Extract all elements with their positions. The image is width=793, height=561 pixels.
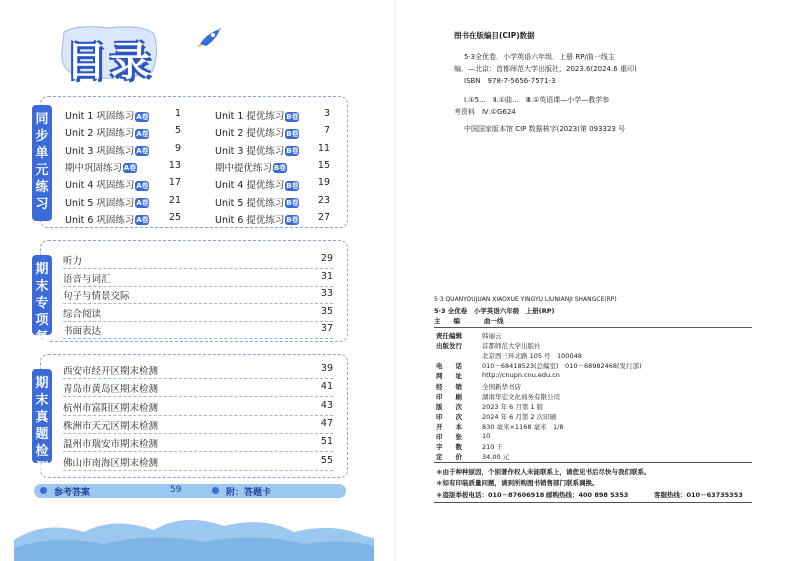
toc-item-page: 27: [317, 211, 330, 223]
toc-item[interactable]: [63, 269, 333, 287]
toc-item-page: 15: [317, 159, 330, 171]
toc-item-page: 47: [320, 417, 333, 429]
toc-item-label: Unit 3 提优练习: [215, 145, 285, 157]
colophon-key: 印 张: [436, 433, 462, 441]
toc-item[interactable]: [65, 160, 137, 174]
toc-item[interactable]: [65, 177, 149, 191]
toc-item-page: 51: [320, 436, 333, 448]
pinyin-title: 5·3 QUANYOUJUAN XIAOXUE YINGYU LIUNIANJI SHANGCE(RP): [434, 296, 617, 303]
badge-a: A卷: [136, 129, 149, 138]
colophon-value: http://cnupn.cnu.edu.cn: [482, 371, 560, 380]
toc-page: [0, 0, 396, 561]
piracy-hotline: ＊盗版举报电话：010－87606918: [436, 491, 545, 499]
toc-item-page: 29: [320, 253, 333, 264]
toc-item[interactable]: [215, 195, 299, 209]
toc-item-page: 39: [320, 363, 333, 374]
toc-item-label: 青岛市黄岛区期末检测: [63, 384, 159, 396]
toc-item[interactable]: [63, 286, 333, 304]
badge-a: A卷: [136, 147, 149, 156]
colophon-key: 电 话: [436, 362, 462, 371]
toc-item[interactable]: [63, 304, 333, 322]
toc-item-page: 3: [323, 108, 330, 119]
badge-b: B卷: [286, 199, 299, 207]
answers-label: 参考答案: [54, 488, 91, 498]
colophon-key: 开 本: [436, 422, 462, 431]
toc-item-label: Unit 4 巩固练习: [65, 180, 135, 192]
toc-item-page: 7: [323, 125, 330, 137]
toc-item-page: 25: [168, 211, 181, 223]
cip-line: 编．—北京：首都师范大学出版社，2023.6(2024.6 重印): [454, 65, 637, 73]
toc-item[interactable]: [65, 125, 149, 139]
answers-bar: [34, 484, 346, 498]
toc-item[interactable]: [63, 321, 333, 339]
colophon-value: 010－68418523(总编室) 010－68982468(发行部): [482, 362, 642, 371]
cip-line: 5·3全优卷．小学英语六年级．上册 RP/曲一线主: [464, 53, 615, 61]
toc-item-label: 期中巩固练习: [65, 162, 123, 174]
toc-item[interactable]: [63, 434, 333, 452]
badge-b: B卷: [286, 181, 299, 190]
toc-item-page: 11: [317, 142, 330, 154]
cip-line: ISBN 978-7-5656-7571-3: [464, 77, 556, 85]
badge-a: A卷: [136, 199, 149, 207]
colophon-key: 印 刷: [436, 392, 462, 401]
toc-item-page: 43: [320, 399, 333, 411]
cip-line: 中国国家版本馆 CIP 数据核字(2023)第 093323 号: [464, 125, 626, 133]
toc-item[interactable]: [215, 160, 287, 174]
colophon-value: 韩丽云: [482, 332, 502, 340]
rocket-icon: [196, 26, 224, 48]
toc-item[interactable]: [215, 108, 299, 122]
appendix-label: 附：答题卡: [226, 488, 272, 498]
badge-b: B卷: [286, 147, 299, 156]
toc-item-label: 听力: [63, 256, 83, 267]
colophon-key: 字 数: [436, 443, 462, 452]
toc-item-page: 9: [174, 142, 181, 154]
divider: [434, 502, 752, 503]
divider: [434, 462, 752, 463]
toc-item-label: 温州市瑞安市期末检测: [63, 439, 159, 451]
toc-item[interactable]: [215, 177, 299, 191]
toc-item[interactable]: [65, 143, 149, 157]
toc-item-label: Unit 2 巩固练习: [65, 128, 135, 140]
cip-heading: 图书在版编目(CIP)数据: [454, 31, 535, 40]
section-tab: 同步单元练习: [32, 105, 52, 221]
toc-item-label: 杭州市富阳区期末检测: [63, 402, 159, 414]
toc-item-page: 37: [320, 323, 333, 334]
toc-item[interactable]: [215, 125, 299, 139]
colophon-value: 34.00 元: [482, 453, 510, 462]
colophon-key: 经 销: [436, 382, 462, 391]
colophon-value: 全国新华书店: [482, 382, 521, 391]
service-hotline: 客服热线：010－63735353: [654, 491, 743, 499]
toc-item-label: Unit 4 提优练习: [215, 180, 285, 192]
divider: [434, 327, 752, 328]
badge-b: B卷: [286, 129, 299, 138]
badge-a: A卷: [136, 112, 149, 121]
badge-a: A卷: [136, 216, 149, 225]
toc-item-label: 佛山市南海区期末检测: [63, 457, 159, 469]
badge-b: B卷: [273, 164, 287, 173]
section-final-review: [35, 240, 348, 362]
colophon-value: 2023 年 6 月第 1 版: [482, 402, 544, 411]
colophon-value: 830 毫米×1168 毫米 1/8: [482, 422, 564, 431]
toc-item-label: Unit 1 巩固练习: [65, 111, 135, 122]
toc-item-page: 21: [168, 194, 181, 206]
note-line: ＊如有印装质量问题，请到所购图书销售部门联系调换。: [436, 479, 599, 487]
colophon-key: 网 址: [436, 372, 462, 381]
toc-item[interactable]: [63, 453, 333, 471]
colophon-key: 印 次: [436, 412, 462, 421]
toc-item-label: 句子与情景交际: [63, 291, 130, 302]
colophon-key: 责任编辑: [436, 332, 462, 340]
cip-line: 考资料 Ⅳ.①G624: [454, 108, 516, 116]
cip-line: Ⅰ.①5… Ⅱ.①曲… Ⅲ.①英语课—小学—教学参: [464, 96, 610, 104]
toc-item-label: Unit 5 巩固练习: [65, 197, 135, 209]
colophon-key: 定 价: [436, 453, 462, 462]
toc-item-page: 1: [174, 108, 181, 119]
toc-item-label: Unit 1 提优练习: [215, 111, 285, 122]
toc-item-label: 综合阅读: [63, 308, 102, 320]
badge-b: B卷: [286, 216, 299, 225]
toc-item-label: Unit 3 巩固练习: [65, 145, 135, 157]
toc-item-page: 19: [317, 177, 330, 189]
toc-item[interactable]: [63, 416, 333, 434]
toc-item-label: 西安市经开区期末检测: [63, 366, 159, 377]
mail-hotline: 邮购热线：400 898 5353: [546, 491, 629, 499]
colophon-key: 版 次: [436, 402, 462, 411]
section-final-exams: [35, 354, 348, 478]
badge-a: A卷: [123, 164, 137, 173]
editor-name: 曲一线: [484, 317, 504, 325]
toc-item-label: Unit 6 提优练习: [215, 214, 285, 226]
toc-item-page: 41: [320, 381, 333, 393]
toc-item[interactable]: [215, 212, 299, 226]
colophon-value: 10: [482, 432, 491, 440]
toc-item-page: 13: [168, 159, 181, 171]
toc-item[interactable]: [65, 212, 149, 226]
toc-item[interactable]: [63, 251, 333, 269]
cloud-decoration: [14, 510, 374, 561]
toc-item[interactable]: [65, 108, 149, 122]
toc-item-page: 17: [168, 177, 181, 189]
colophon-key: 出版发行: [436, 342, 462, 351]
toc-item[interactable]: [65, 195, 149, 209]
toc-item[interactable]: [63, 361, 333, 379]
toc-item-page: 55: [320, 454, 333, 466]
toc-item-label: Unit 2 提优练习: [215, 128, 285, 140]
answers-page: 59: [170, 485, 182, 495]
colophon-value: 首都师范大学出版社: [482, 342, 541, 351]
book-title: 5·3 全优卷 小学英语六年级 上册(RP): [434, 307, 555, 315]
page-title: 目录: [66, 39, 154, 85]
badge-b: B卷: [286, 112, 299, 121]
colophon-value: 2024 年 6 月第 2 次印刷: [482, 412, 557, 421]
toc-item-page: 35: [320, 305, 333, 317]
toc-item[interactable]: [63, 398, 333, 416]
editor-label: 主 编: [434, 317, 460, 325]
toc-item-page: 31: [320, 270, 333, 282]
toc-item-label: 期中提优练习: [215, 162, 273, 174]
note-line: ＊由于种种原因，个别著作权人未能联系上，请您见书后尽快与我们联系。: [436, 468, 651, 476]
toc-item-page: 5: [174, 125, 181, 137]
toc-item-label: 株洲市天元区期末检测: [63, 420, 159, 432]
badge-a: A卷: [136, 181, 149, 190]
toc-item-label: Unit 5 提优练习: [215, 197, 285, 209]
bullet-icon: [212, 487, 219, 494]
colophon-page: [396, 0, 793, 561]
toc-item-label: 语音与词汇: [63, 273, 111, 285]
colophon-value: 湖南华宏文化商务有限公司: [482, 392, 560, 401]
toc-item-page: 23: [317, 194, 330, 206]
toc-item-label: 书面表达: [63, 326, 102, 337]
toc-item[interactable]: [215, 143, 299, 157]
colophon-value: 北京西三环北路 105 号 100048: [482, 352, 582, 361]
colophon-value: 210 千: [482, 443, 503, 452]
toc-item[interactable]: [63, 379, 333, 397]
toc-item-page: 33: [320, 288, 333, 299]
bullet-icon: [40, 487, 47, 494]
toc-item-label: Unit 6 巩固练习: [65, 214, 135, 226]
section-tab: 期末专项复习: [32, 255, 52, 335]
section-tab: 期末真题检测: [32, 369, 52, 463]
